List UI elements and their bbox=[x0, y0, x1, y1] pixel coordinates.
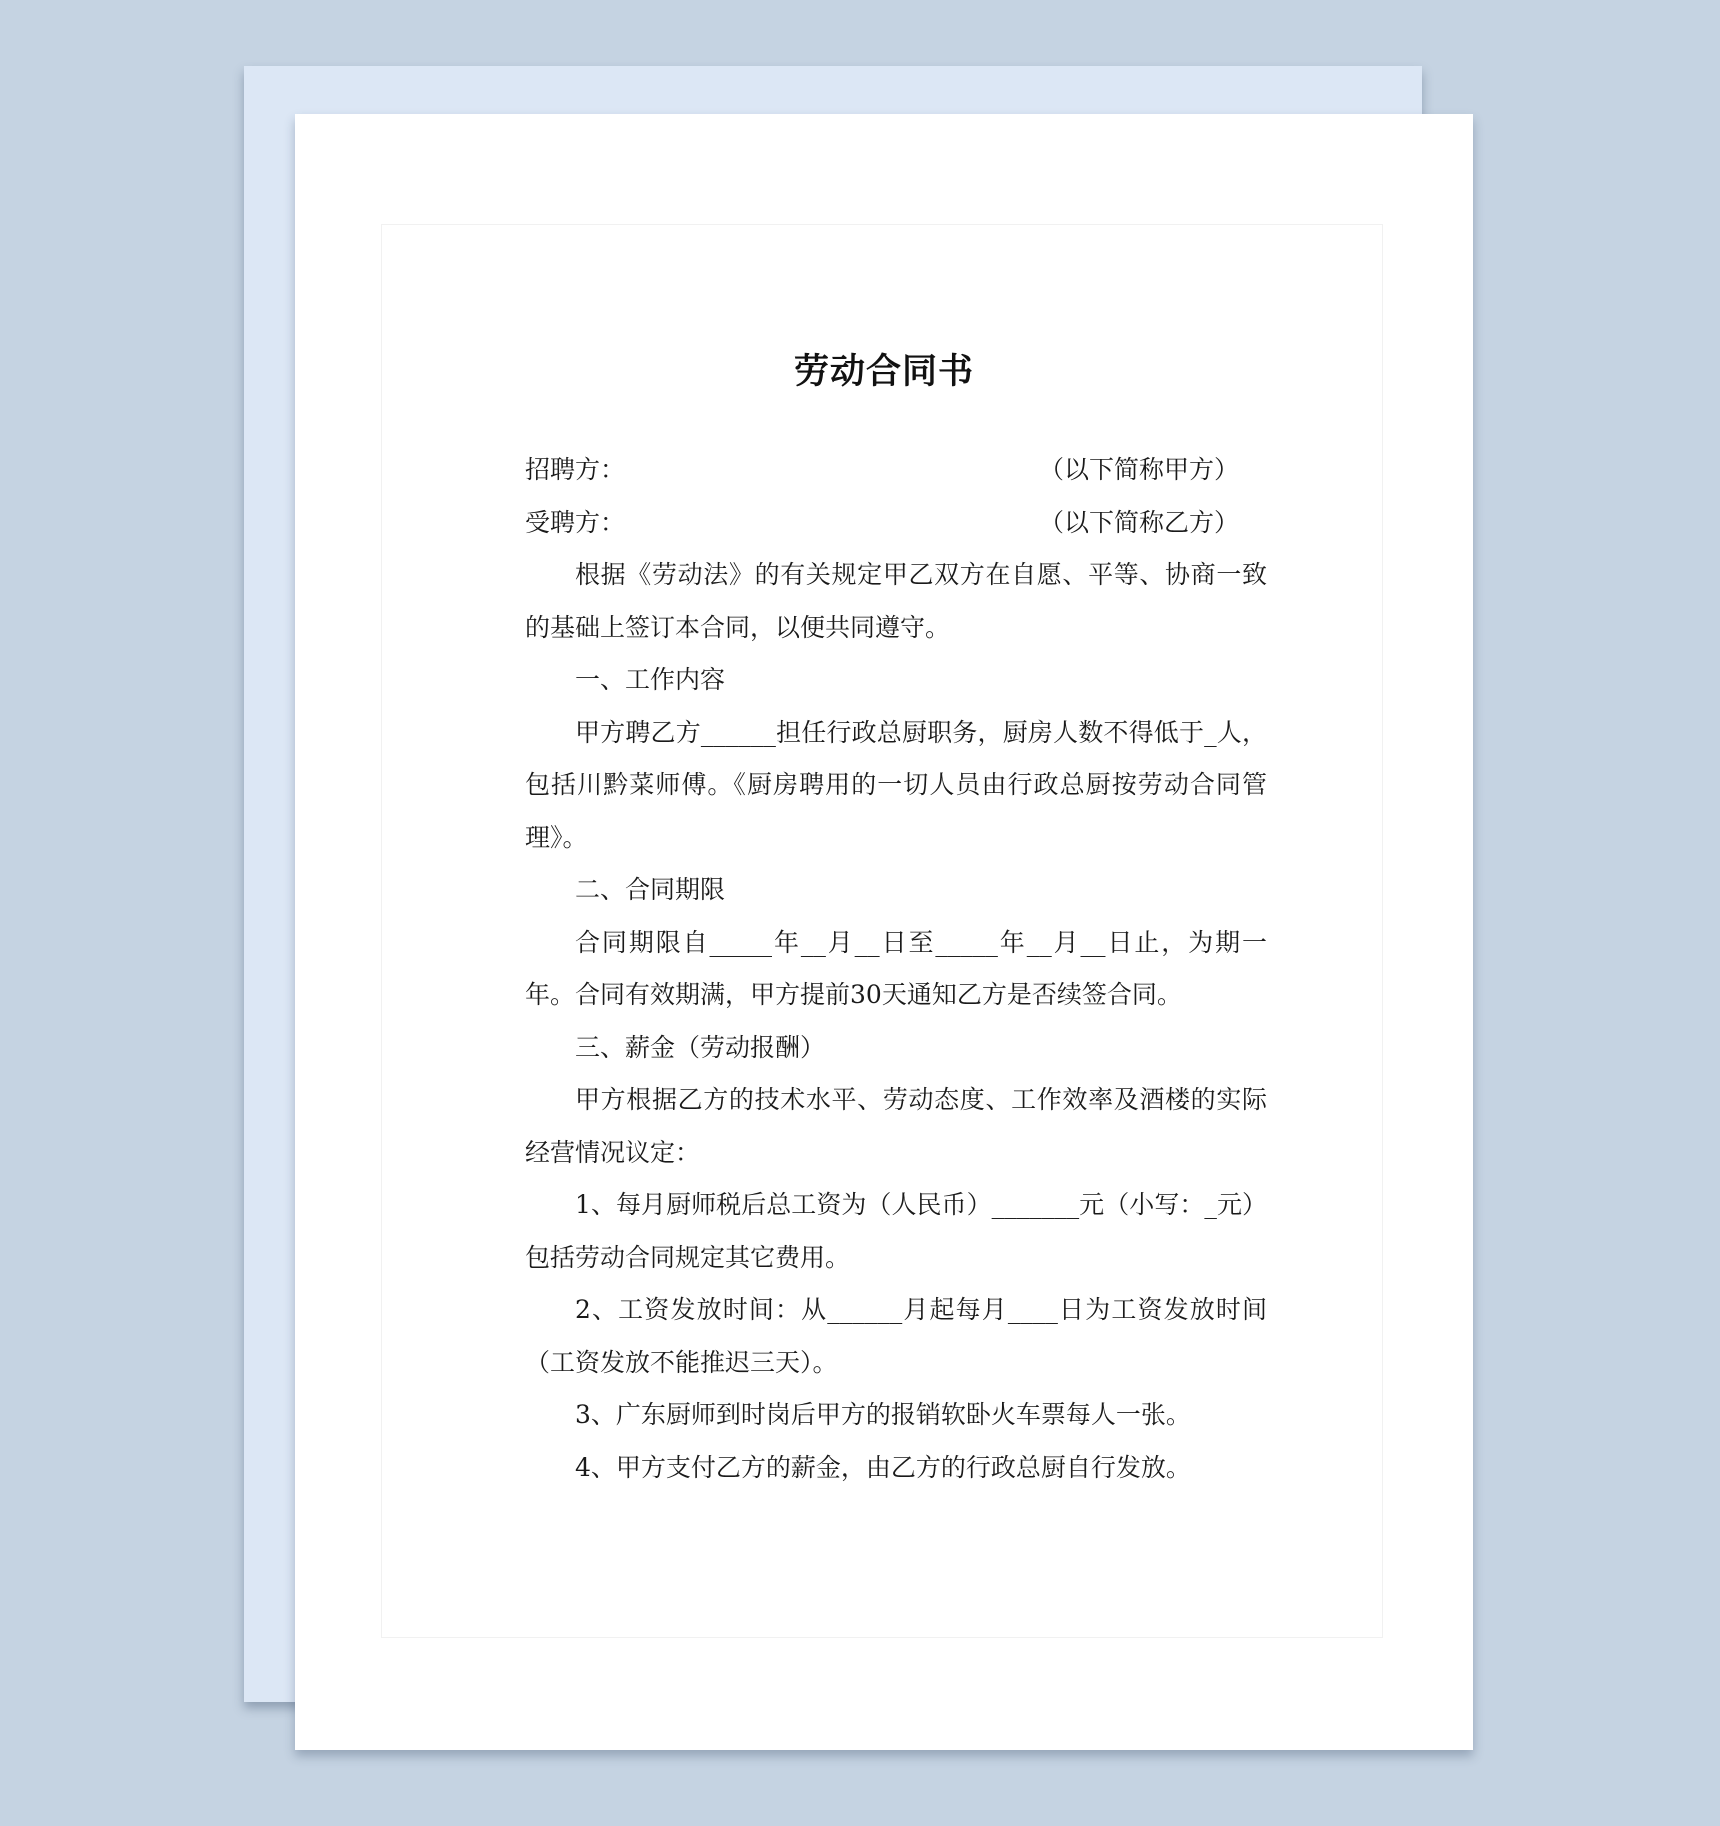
document-body bbox=[525, 444, 1267, 1494]
document-title: 劳动合同书 bbox=[793, 351, 974, 392]
work-content-paragraph: 甲方聘乙方______担任行政总厨职务，厨房人数不得低于_人，包括川黔菜师傅。《厨房聘用的一切人员由行政总厨按劳动合同管理》。 bbox=[525, 717, 1267, 852]
intro-paragraph: 根据《劳动法》的有关规定甲乙双方在自愿、平等、协商一致的基础上签订本合同，以便共同遵守。 bbox=[525, 560, 1267, 642]
employer-label: 招聘方： bbox=[525, 455, 626, 484]
section-heading-salary: 三、薪金（劳动报酬） bbox=[575, 1032, 826, 1062]
employee-line bbox=[525, 497, 1267, 550]
section-heading-term: 二、合同期限 bbox=[575, 875, 726, 904]
contract-term-paragraph: 合同期限自_____年__月__日至_____年__月__日止，为期一年。合同有效期满，甲方提前30天通知乙方是否续签合同。 bbox=[525, 927, 1267, 1009]
employee-note: （以下简称乙方） bbox=[1038, 507, 1239, 537]
employer-note: （以下简称甲方） bbox=[1038, 455, 1239, 484]
salary-item-4: 4、甲方支付乙方的薪金，由乙方的行政总厨自行发放。 bbox=[575, 1452, 1191, 1482]
salary-item-2: 2、工资发放时间：从______月起每月____日为工资发放时间（工资发放不能推迟三天）。 bbox=[525, 1295, 1267, 1377]
employer-line bbox=[525, 444, 1267, 497]
document-page bbox=[295, 114, 1473, 1750]
salary-item-3: 3、广东厨师到时岗后甲方的报销软卧火车票每人一张。 bbox=[575, 1400, 1191, 1429]
employee-label: 受聘方： bbox=[525, 507, 626, 537]
section-heading-work: 一、工作内容 bbox=[575, 665, 726, 694]
salary-item-1: 1、每月厨师税后总工资为（人民币）_______元（小写：_元）包括劳动合同规定其它费用。 bbox=[525, 1190, 1267, 1272]
salary-basis-paragraph: 甲方根据乙方的技术水平、劳动态度、工作效率及酒楼的实际经营情况议定： bbox=[525, 1085, 1267, 1167]
